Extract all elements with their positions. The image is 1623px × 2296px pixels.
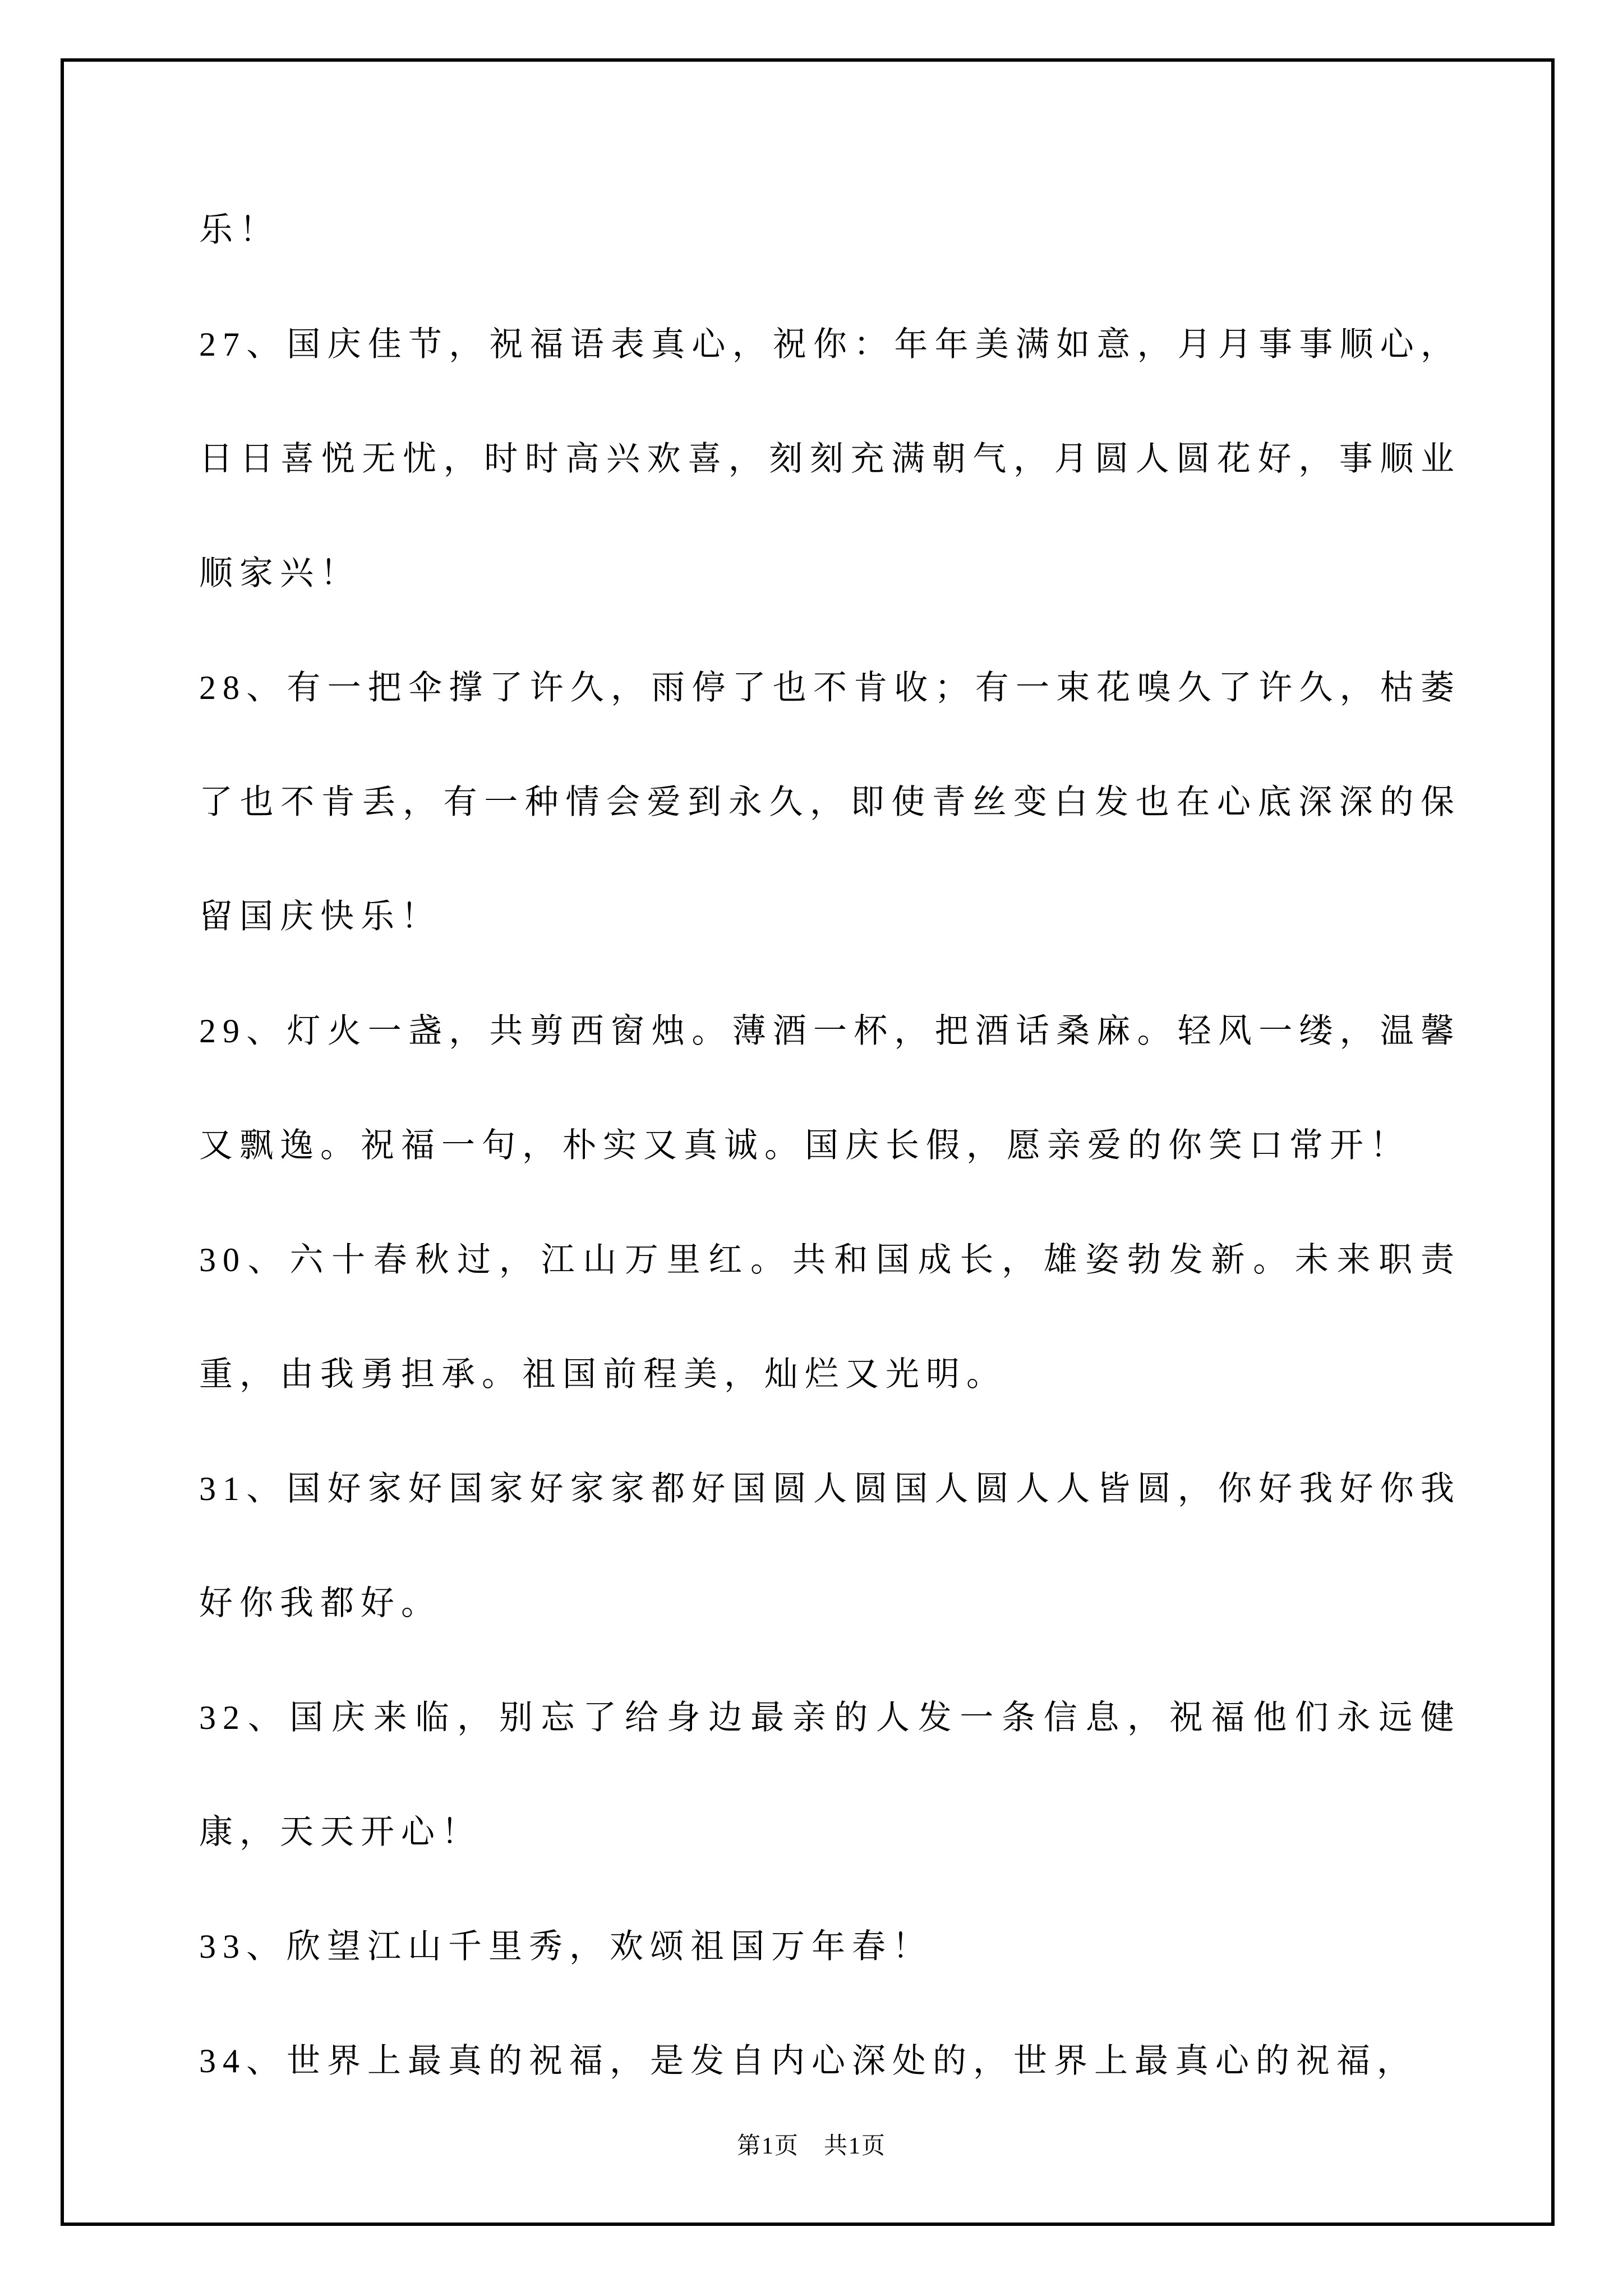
paragraph-32: 32、国庆来临，别忘了给身边最亲的人发一条信息，祝福他们永远健康，天天开心！ — [199, 1699, 1461, 1851]
paragraph-33: 33、欣望江山千里秀，欢颂祖国万年春！ — [199, 1928, 933, 1965]
document-body — [199, 173, 1461, 2118]
paragraph-29: 29、灯火一盏，共剪西窗烛。薄酒一杯，把酒话桑麻。轻风一缕，温馨又飘逸。祝福一句，朴实又真诚。国庆长假，愿亲爱的你笑口常开！ — [199, 1013, 1461, 1164]
paragraph-26-continuation: 乐！ — [199, 211, 280, 249]
paragraph-34: 34、世界上最真的祝福，是发自内心深处的，世界上最真心的祝福， — [199, 2042, 1417, 2079]
paragraph-30: 30、六十春秋过，江山万里红。共和国成长，雄姿勃发新。未来职责重，由我勇担承。祖国前程美，灿烂又光明。 — [199, 1241, 1461, 1393]
paragraph-31: 31、国好家好国家好家家都好国圆人圆国人圆人人皆圆，你好我好你我好你我都好。 — [199, 1470, 1461, 1622]
paragraph-28: 28、有一把伞撑了许久，雨停了也不肯收；有一束花嗅久了许久，枯萎了也不肯丢，有一种情会爱到永久，即使青丝变白发也在心底深深的保留国庆快乐！ — [199, 669, 1461, 935]
page-number-text: 第1页 共1页 — [736, 2133, 886, 2159]
paragraph-27: 27、国庆佳节，祝福语表真心，祝你：年年美满如意，月月事事顺心，日日喜悦无忧，时时高兴欢喜，刻刻充满朝气，月圆人圆花好，事顺业顺家兴！ — [199, 326, 1461, 592]
page-footer — [0, 2127, 1623, 2161]
